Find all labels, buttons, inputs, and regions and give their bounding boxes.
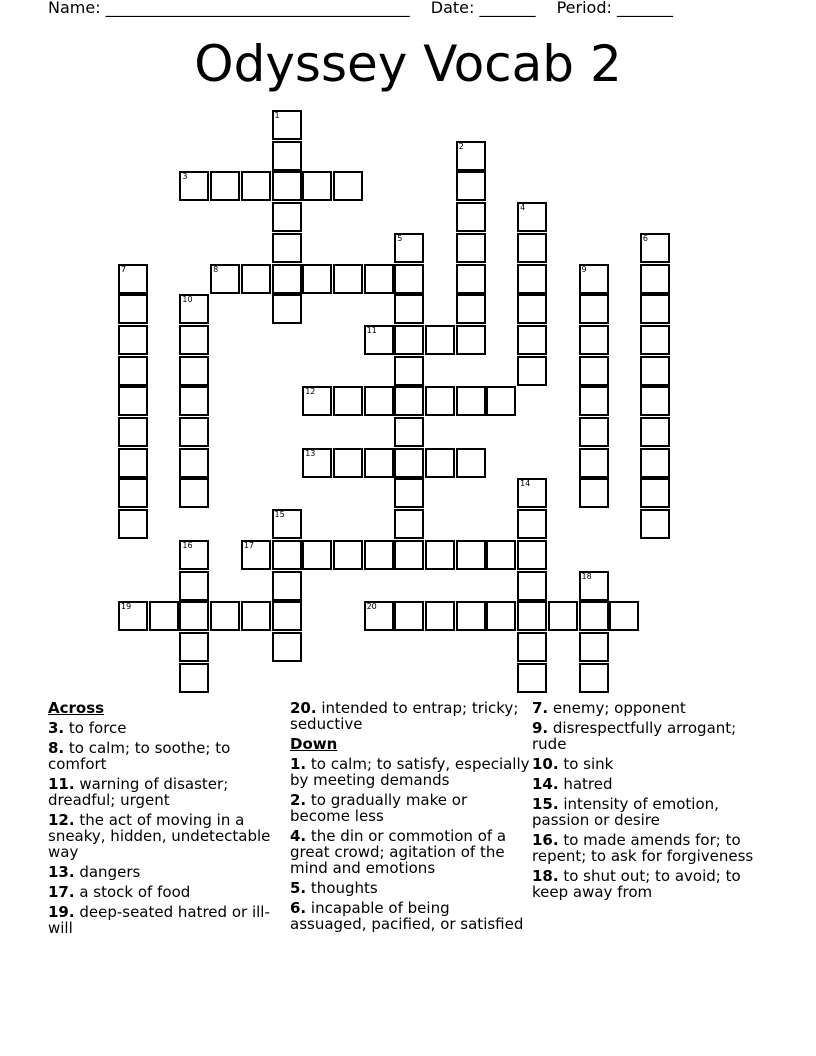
down-heading: Down (290, 735, 338, 753)
grid-cell[interactable] (579, 448, 609, 478)
across-clue (48, 884, 278, 900)
grid-cell[interactable] (333, 386, 363, 416)
clue-num: 19. (48, 903, 75, 921)
clue-num: 3. (48, 719, 65, 737)
clue-num: 11. (48, 775, 75, 793)
grid-cell[interactable] (517, 540, 547, 570)
grid-cell[interactable] (118, 386, 148, 416)
grid-cell[interactable] (517, 663, 547, 693)
clue-number: 2 (458, 141, 464, 151)
grid-cell[interactable] (272, 601, 302, 631)
grid-cell[interactable] (333, 171, 363, 201)
clue-number: 5 (397, 233, 403, 243)
clue-text: a stock of food (74, 883, 191, 901)
across-clue (48, 864, 278, 880)
grid-cell[interactable] (302, 171, 332, 201)
grid-cell[interactable] (579, 264, 609, 294)
down-clue (532, 776, 762, 792)
clue-number: 16 (182, 540, 193, 550)
grid-cell[interactable] (517, 509, 547, 539)
down-clue (290, 756, 530, 788)
clue-number: 8 (213, 264, 219, 274)
grid-cell[interactable] (364, 448, 394, 478)
clue-num: 14. (532, 775, 559, 793)
grid-cell[interactable] (456, 141, 486, 171)
grid-cell[interactable] (333, 540, 363, 570)
clue-num: 13. (48, 863, 75, 881)
grid-cell[interactable] (394, 448, 424, 478)
grid-cell[interactable] (394, 294, 424, 324)
clue-number: 13 (305, 448, 316, 458)
grid-cell[interactable] (579, 386, 609, 416)
grid-cell[interactable] (394, 386, 424, 416)
grid-cell[interactable] (179, 663, 209, 693)
grid-cell[interactable] (364, 325, 394, 355)
clue-num: 17. (48, 883, 75, 901)
clue-number: 20 (366, 602, 377, 612)
clue-number: 15 (274, 510, 285, 520)
grid-cell[interactable] (272, 171, 302, 201)
grid-cell[interactable] (394, 417, 424, 447)
grid-cell[interactable] (456, 202, 486, 232)
grid-cell[interactable] (179, 571, 209, 601)
grid-cell[interactable] (118, 509, 148, 539)
across-clue (48, 776, 278, 808)
grid-cell[interactable] (364, 601, 394, 631)
grid-cell[interactable] (118, 294, 148, 324)
grid-cell[interactable] (241, 540, 271, 570)
grid-cell[interactable] (272, 202, 302, 232)
clue-text: to gradually make or become less (290, 791, 468, 825)
clue-text: deep-seated hatred or ill-will (48, 903, 270, 937)
grid-cell[interactable] (272, 571, 302, 601)
grid-cell[interactable] (425, 601, 455, 631)
grid-cell[interactable] (364, 264, 394, 294)
grid-cell[interactable] (179, 601, 209, 631)
grid-cell[interactable] (394, 601, 424, 631)
down-clue (290, 828, 530, 876)
grid-cell[interactable] (118, 601, 148, 631)
grid-cell[interactable] (456, 386, 486, 416)
clue-num: 18. (532, 867, 559, 885)
clue-number: 1 (274, 111, 280, 120)
name-field[interactable]: Name: ______________________________________ (48, 0, 410, 17)
grid-cell[interactable] (579, 417, 609, 447)
across-clue (290, 700, 530, 732)
down-clue (532, 832, 762, 864)
grid-cell[interactable] (486, 540, 516, 570)
grid-cell[interactable] (272, 509, 302, 539)
clue-text: to force (64, 719, 127, 737)
clue-text: to sink (558, 755, 614, 773)
grid-cell[interactable] (179, 325, 209, 355)
down-clue (532, 868, 762, 900)
grid-cell[interactable] (394, 540, 424, 570)
grid-cell[interactable] (486, 386, 516, 416)
student-info-header (48, 0, 673, 17)
grid-cell[interactable] (579, 294, 609, 324)
grid-cell[interactable] (272, 632, 302, 662)
grid-cell[interactable] (272, 264, 302, 294)
clue-num: 7. (532, 699, 549, 717)
clue-text: dangers (74, 863, 141, 881)
clues-column-1 (48, 700, 278, 940)
clue-number: 17 (243, 540, 254, 550)
clue-text: the din or commotion of a great crowd; agitation of the mind and emotions (290, 827, 507, 877)
grid-cell[interactable] (517, 478, 547, 508)
clue-num: 12. (48, 811, 75, 829)
clue-num: 16. (532, 831, 559, 849)
grid-cell[interactable] (456, 448, 486, 478)
clue-text: disrespectfully arrogant; rude (532, 719, 737, 753)
grid-cell[interactable] (364, 386, 394, 416)
clue-number: 12 (305, 387, 316, 397)
grid-cell[interactable] (579, 571, 609, 601)
down-clue (290, 900, 530, 932)
grid-cell[interactable] (640, 356, 670, 386)
across-heading: Across (48, 699, 105, 717)
grid-cell[interactable] (394, 264, 424, 294)
grid-cell[interactable] (517, 294, 547, 324)
grid-cell[interactable] (179, 632, 209, 662)
grid-cell[interactable] (302, 386, 332, 416)
grid-cell[interactable] (517, 233, 547, 263)
grid-cell[interactable] (272, 141, 302, 171)
clue-num: 2. (290, 791, 307, 809)
clue-number: 6 (642, 233, 648, 243)
grid-cell[interactable] (517, 601, 547, 631)
clue-text: thoughts (306, 879, 378, 897)
grid-cell[interactable] (118, 478, 148, 508)
grid-cell[interactable] (640, 448, 670, 478)
clue-number: 11 (366, 325, 377, 335)
grid-cell[interactable] (210, 601, 240, 631)
grid-cell[interactable] (394, 356, 424, 386)
grid-cell[interactable] (517, 202, 547, 232)
grid-cell[interactable] (517, 325, 547, 355)
grid-cell[interactable] (149, 601, 179, 631)
grid-cell[interactable] (241, 264, 271, 294)
grid-cell[interactable] (456, 601, 486, 631)
down-clue (532, 720, 762, 752)
grid-cell[interactable] (517, 356, 547, 386)
grid-cell[interactable] (302, 540, 332, 570)
grid-cell[interactable] (333, 264, 363, 294)
grid-cell[interactable] (517, 571, 547, 601)
grid-cell[interactable] (640, 478, 670, 508)
grid-cell[interactable] (179, 540, 209, 570)
grid-cell[interactable] (579, 663, 609, 693)
clue-text: hatred (558, 775, 613, 793)
clue-text: to made amends for; to repent; to ask for forgiveness (532, 831, 754, 865)
clue-number: 7 (121, 264, 127, 274)
grid-cell[interactable] (118, 356, 148, 386)
grid-cell[interactable] (394, 233, 424, 263)
grid-cell[interactable] (394, 509, 424, 539)
page-title: Odyssey Vocab 2 (194, 35, 622, 93)
grid-cell[interactable] (272, 294, 302, 324)
clue-number: 14 (520, 479, 531, 489)
grid-cell[interactable] (456, 264, 486, 294)
down-clue (532, 756, 762, 772)
grid-cell[interactable] (272, 233, 302, 263)
grid-cell[interactable] (517, 264, 547, 294)
clue-text: to shut out; to avoid; to keep away from (532, 867, 741, 901)
grid-cell[interactable] (579, 632, 609, 662)
clue-number: 4 (520, 203, 526, 213)
grid-cell[interactable] (210, 171, 240, 201)
grid-cell[interactable] (118, 325, 148, 355)
grid-cell[interactable] (179, 417, 209, 447)
clue-text: enemy; opponent (548, 699, 686, 717)
grid-cell[interactable] (640, 386, 670, 416)
date-field[interactable]: Date: _______ (430, 0, 536, 17)
grid-cell[interactable] (179, 356, 209, 386)
grid-cell[interactable] (394, 325, 424, 355)
grid-cell[interactable] (640, 264, 670, 294)
clue-number: 18 (581, 571, 592, 581)
grid-cell[interactable] (425, 325, 455, 355)
clue-text: to calm; to satisfy, especially by meeting demands (290, 755, 530, 789)
clue-num: 1. (290, 755, 307, 773)
clue-number: 3 (182, 172, 188, 182)
clue-num: 15. (532, 795, 559, 813)
down-clue (290, 792, 530, 824)
down-clue (532, 700, 762, 716)
grid-cell[interactable] (118, 448, 148, 478)
across-clue (48, 812, 278, 860)
grid-cell[interactable] (548, 601, 578, 631)
grid-cell[interactable] (579, 478, 609, 508)
grid-cell[interactable] (425, 386, 455, 416)
grid-cell[interactable] (179, 448, 209, 478)
grid-cell[interactable] (333, 448, 363, 478)
clue-num: 5. (290, 879, 307, 897)
down-clue (290, 880, 530, 896)
grid-cell[interactable] (425, 448, 455, 478)
grid-cell[interactable] (640, 417, 670, 447)
grid-cell[interactable] (640, 325, 670, 355)
clue-number: 10 (182, 295, 193, 305)
clue-text: intended to entrap; tricky; seductive (290, 699, 519, 733)
grid-cell[interactable] (364, 540, 394, 570)
across-clue (48, 904, 278, 936)
grid-cell[interactable] (302, 264, 332, 294)
grid-cell[interactable] (640, 233, 670, 263)
clue-number: 9 (581, 264, 587, 274)
clues-column-2 (290, 700, 530, 936)
clue-text: warning of disaster; dreadful; urgent (48, 775, 229, 809)
grid-cell[interactable] (517, 632, 547, 662)
grid-cell[interactable] (179, 386, 209, 416)
grid-cell[interactable] (179, 171, 209, 201)
grid-cell[interactable] (210, 264, 240, 294)
grid-cell[interactable] (179, 478, 209, 508)
clue-text: incapable of being assuaged, pacified, or satisfied (290, 899, 524, 933)
clue-num: 4. (290, 827, 307, 845)
grid-cell[interactable] (456, 171, 486, 201)
grid-cell[interactable] (302, 448, 332, 478)
grid-cell[interactable] (241, 601, 271, 631)
across-clue (48, 720, 278, 736)
clue-number: 19 (121, 602, 132, 612)
grid-cell[interactable] (272, 110, 302, 140)
clue-num: 8. (48, 739, 65, 757)
clue-num: 20. (290, 699, 317, 717)
grid-cell[interactable] (272, 540, 302, 570)
grid-cell[interactable] (640, 509, 670, 539)
clue-text: the act of moving in a sneaky, hidden, undetectable way (48, 811, 271, 861)
grid-cell[interactable] (456, 540, 486, 570)
grid-cell[interactable] (456, 294, 486, 324)
grid-cell[interactable] (579, 325, 609, 355)
grid-cell[interactable] (579, 356, 609, 386)
clue-text: to calm; to soothe; to comfort (48, 739, 231, 773)
grid-cell[interactable] (609, 601, 639, 631)
clue-num: 10. (532, 755, 559, 773)
clue-text: intensity of emotion, passion or desire (532, 795, 719, 829)
grid-cell[interactable] (456, 325, 486, 355)
grid-cell[interactable] (118, 264, 148, 294)
grid-cell[interactable] (456, 233, 486, 263)
clues-column-3 (532, 700, 762, 904)
clue-num: 6. (290, 899, 307, 917)
grid-cell[interactable] (241, 171, 271, 201)
grid-cell[interactable] (425, 540, 455, 570)
grid-cell[interactable] (579, 601, 609, 631)
clue-num: 9. (532, 719, 549, 737)
grid-cell[interactable] (394, 478, 424, 508)
grid-cell[interactable] (640, 294, 670, 324)
across-clue (48, 740, 278, 772)
period-field[interactable]: Period: _______ (556, 0, 673, 17)
grid-cell[interactable] (179, 294, 209, 324)
grid-cell[interactable] (486, 601, 516, 631)
grid-cell[interactable] (118, 417, 148, 447)
down-clue (532, 796, 762, 828)
